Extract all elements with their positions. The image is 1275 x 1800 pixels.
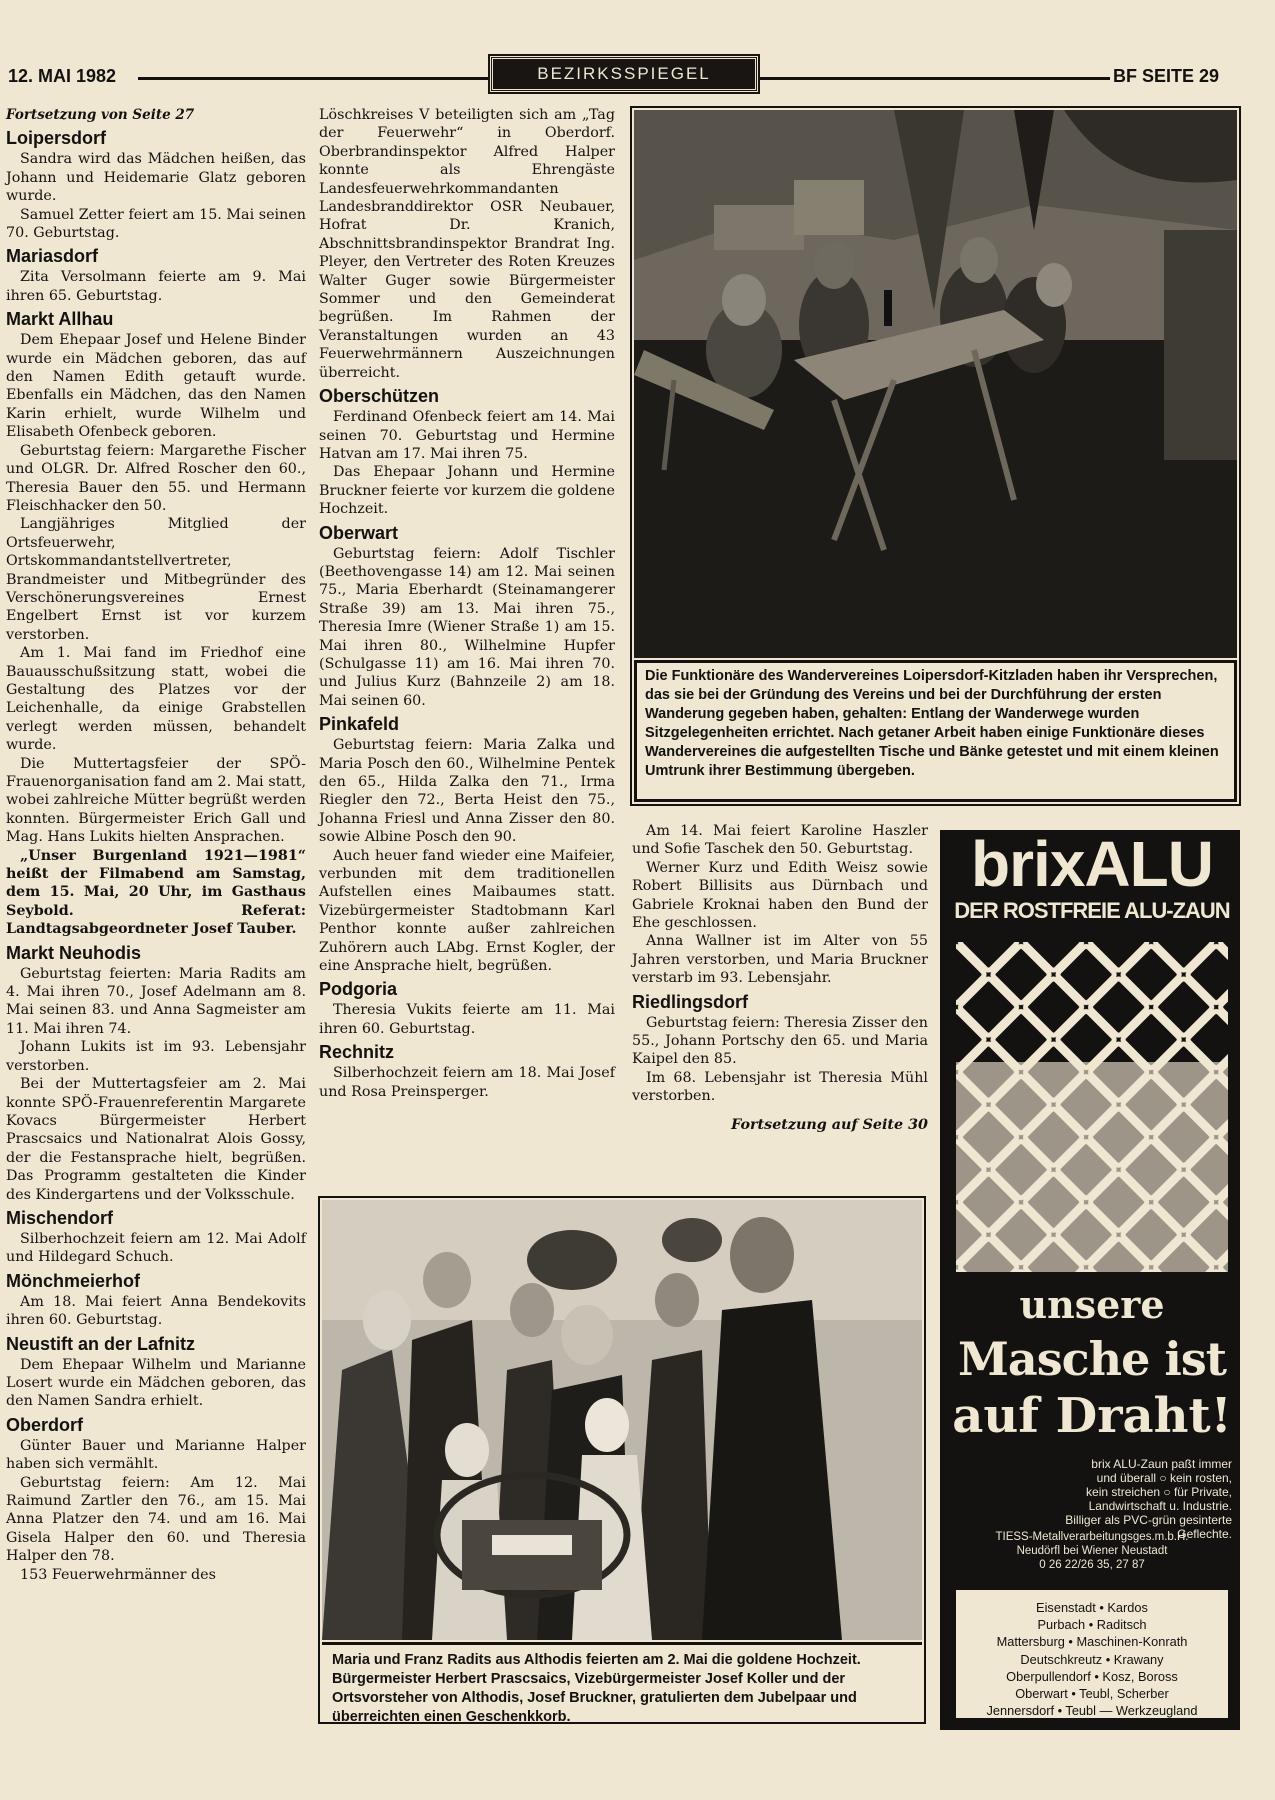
paragraph: Bei der Muttertagsfeier am 2. Mai konnte SPÖ-Frauenreferentin Margarete Kovacs Bürgermeister Herbert Prascsaics und Nationalrat Alois Gossy, der die Festansprache hielt, begrüßen. Das Programm gestalteten die Kinder des Kindergartens und der Volksschule. <box>6 1076 306 1203</box>
dealer-item: Mattersburg • Maschinen-Konrath <box>996 1634 1188 1650</box>
ad-description-line: Billiger als PVC-grün gesinterte Geflechte. <box>1065 1513 1232 1541</box>
paragraph: „Unser Burgenland 1921—1981“ heißt der Filmabend am Samstag, dem 15. Mai, 20 Uhr, im Gasthaus Seybold. Referat: Landtagsabgeordneter Josef Tauber. <box>6 847 306 938</box>
ad-tagline: DER ROSTFREIE ALU-ZAUN <box>954 898 1230 923</box>
column-1 <box>6 106 306 1584</box>
heading-oberschuetzen: Oberschützen <box>319 386 440 407</box>
dealer-item: Purbach • Raditsch <box>1037 1617 1147 1633</box>
heading-riedlingsdorf: Riedlingsdorf <box>632 991 748 1012</box>
paragraph: Sandra wird das Mädchen heißen, das Johann und Heidemarie Glatz geboren wurde. <box>6 151 306 205</box>
paragraph: Silberhochzeit feiern am 18. Mai Josef und Rosa Preinsperger. <box>319 1065 615 1100</box>
paragraph: Dem Ehepaar Josef und Helene Binder wurde ein Mädchen geboren, das auf den Namen Edith getauft wurde. Ebenfalls ein Mädchen, das den Namen Karin erhielt, wurde Wilhelm und Elisabeth Ofenbeck geboren. <box>6 332 306 441</box>
ad-description <box>1032 1457 1232 1541</box>
paragraph: Langjähriges Mitglied der Ortsfeuerwehr, Ortskommandantstellvertreter, Brandmeister und Mitbegründer des Verschönerungsvereines Ernest Engelbert Ernst ist vor kurzem verstorben. <box>6 516 306 643</box>
heading-markt-allhau: Markt Allhau <box>6 309 114 330</box>
paragraph: Samuel Zetter feiert am 15. Mai seinen 70. Geburtstag. <box>6 206 306 242</box>
paragraph: Werner Kurz und Edith Weisz sowie Robert Billisits aus Dürnbach und Gabriele Kroknai haben den Bund der Ehe geschlossen. <box>632 859 928 932</box>
dealer-item: Jennersdorf • Teubl — Werkzeugland <box>986 1703 1198 1719</box>
heading-loipersdorf: Loipersdorf <box>6 128 107 149</box>
ad-brand-logo: brixALU <box>971 828 1213 900</box>
page-number: BF SEITE 29 <box>1113 66 1220 86</box>
heading-pinkafeld: Pinkafeld <box>319 714 400 735</box>
dealer-item: Oberpullendorf • Kosz, Boross <box>1006 1668 1178 1684</box>
photo-caption-golden-wedding: Maria und Franz Radits aus Althodis feierten am 2. Mai die goldene Hochzeit. Bürgermeister Herbert Prascsaics, Vizebürgermeister Josef Koller und der Ortsvorsteher von Althodis, Josef Bruckner, gratulierten dem Jubelpaar und überreichten einen Geschenkkorb. <box>322 1642 922 1720</box>
photo-illustration <box>634 110 1237 658</box>
issue-date: 12. MAI 1982 <box>8 66 117 86</box>
paragraph: Geburtstag feiern: Adolf Tischler (Beethovengasse 14) am 12. Mai seinen 75., Maria Eberhardt (Steinamangerer Straße 39) am 13. Mai ihren 75., Theresia Imre (Wiener Straße 1) am 15. Mai ihren 80., Wilhelmine Hupfer (Schulgasse 11) am 16. Mai ihren 70. und Julius Kurz (Bahnzeile 2) am 18. Mai seinen 60. <box>319 545 615 709</box>
paragraph: Löschkreises V beteiligten sich am „Tag der Feuerwehr“ in Oberdorf. Oberbrandinspektor Alfred Halper konnte als Ehrengäste Landesfeuerwehrkommandanten Landesbranddirektor OSR Neubauer, Hofrat Dr. Kranich, Abschnittsbrandinspektor Brandrat Ing. Pleyer, den Vertreter des Roten Kreuzes Walter Guger sowie Bürgermeister Sommer und den Gemeinderat begrüßen. Im Rahmen der Veranstaltungen wurden an 43 Feuerwehrmännern Auszeichnungen überreicht. <box>319 107 615 381</box>
ad-slogan-line-2: Masche ist <box>958 1332 1226 1386</box>
paragraph: Am 18. Mai feiert Anna Bendekovits ihren 60. Geburtstag. <box>6 1293 306 1329</box>
ad-description-line: und überall ○ kein rosten, <box>1096 1471 1232 1485</box>
paragraph: Anna Wallner ist im Alter von 55 Jahren verstorben, und Maria Bruckner verstarb im 93. Lebensjahr. <box>632 933 928 987</box>
company-name: TIESS-Metallverarbeitungsges.m.b.H. <box>995 1531 1189 1543</box>
paragraph: Geburtstag feiern: Am 12. Mai Raimund Zartler den 76., am 15. Mai Anna Platzer den 74. und am 16. Mai Gisela Halper den 60. und Theresia Halper den 78. <box>6 1474 306 1565</box>
ad-slogan-line-3: auf Draht! <box>952 1388 1232 1444</box>
paragraph: Theresia Vukits feierte am 11. Mai ihren 60. Geburtstag. <box>319 1002 615 1037</box>
brixalu-advertisement <box>940 830 1240 1730</box>
paragraph: Dem Ehepaar Wilhelm und Marianne Losert wurde ein Mädchen geboren, das den Namen Sandra erhielt. <box>6 1356 306 1410</box>
paragraph: Silberhochzeit feiern am 12. Mai Adolf und Hildegard Schuch. <box>6 1230 306 1266</box>
paragraph: Geburtstag feiern: Theresia Zisser den 55., Johann Portschy den 65. und Maria Kaipel den 85. <box>632 1014 928 1068</box>
paragraph: Geburtstag feierten: Maria Radits am 4. Mai ihren 70., Josef Adelmann am 8. Mai seinen 83. und Anna Sagmeister am 11. Mai ihren 74. <box>6 965 306 1037</box>
heading-oberwart: Oberwart <box>319 522 399 543</box>
ad-company-info <box>942 1530 1242 1572</box>
ad-description-line: kein streichen ○ für Private, <box>1086 1485 1232 1499</box>
photo-golden-wedding <box>322 1200 922 1640</box>
paragraph: Im 68. Lebensjahr ist Theresia Mühl verstorben. <box>632 1069 928 1105</box>
heading-podgoria: Podgoria <box>319 979 398 1000</box>
photo-hikers-at-table <box>634 110 1237 658</box>
header-rule-right <box>760 77 1110 80</box>
chain-link-fence-illustration <box>956 942 1228 1272</box>
paragraph: Auch heuer fand wieder eine Maifeier, verbunden mit dem traditionellen Aufstellen eines Maibaumes statt. Vizebürgermeister Stadtobmann Karl Penthor konnte außer zahlreichen Zuhörern auch LAbg. Ernst Kogler, der eine Ansprache hielt, begrüßen. <box>319 847 615 975</box>
heading-mischendorf: Mischendorf <box>6 1207 114 1228</box>
heading-oberdorf: Oberdorf <box>6 1414 84 1435</box>
paragraph: Die Muttertagsfeier der SPÖ-Frauenorganisation fand am 2. Mai statt, wobei zahlreiche Mütter begrüßt werden konnten. Bürgermeister Erich Gall und Mag. Hans Lukits hielten Ansprachen. <box>6 755 306 846</box>
paragraph: Zita Versolmann feierte am 9. Mai ihren 65. Geburtstag. <box>6 269 306 304</box>
heading-moenchmeierhof: Mönchmeierhof <box>6 1270 141 1291</box>
paragraph: Geburtstag feiern: Margarethe Fischer und OLGR. Dr. Alfred Roscher den 60., Theresia Bauer den 55. und Hermann Fleischhacker den 50. <box>6 442 306 514</box>
paragraph: Johann Lukits ist im 93. Lebensjahr verstorben. <box>6 1039 306 1074</box>
paragraph: Günter Bauer und Marianne Halper haben sich vermählt. <box>6 1437 306 1473</box>
paragraph: Ferdinand Ofenbeck feiert am 14. Mai seinen 70. Geburtstag und Hermine Hatvan am 17. Mai ihren 75. <box>319 409 615 462</box>
ad-description-line: Landwirtschaft u. Industrie. <box>1088 1499 1232 1513</box>
ad-description-line: brix ALU-Zaun paßt immer <box>1091 1457 1232 1471</box>
company-phone: 0 26 22/26 35, 27 87 <box>1039 1559 1145 1571</box>
heading-mariasdorf: Mariasdorf <box>6 246 99 267</box>
paragraph: 153 Feuerwehrmänner des <box>20 1566 216 1583</box>
paragraph: Geburtstag feiern: Maria Zalka und Maria Posch den 60., Wilhelmine Pentek den 65., Hilda Zalka den 71., Irma Riegler den 72., Berta Heist den 75., Johanna Friesl und Anna Zisser den 80. sowie Albine Posch den 90. <box>319 737 615 846</box>
paragraph: Am 1. Mai fand im Friedhof eine Bauausschußsitzung statt, wobei die Gestaltung des Platzes vor der Leichenhalle, da einige Grabstellen verlegt werden müssen, behandelt wurde. <box>6 645 306 754</box>
paragraph: Am 14. Mai feiert Karoline Haszler und Sofie Taschek den 50. Geburtstag. <box>632 823 928 858</box>
dealer-item: Deutschkreutz • Krawany <box>1020 1651 1164 1667</box>
dealer-item: Oberwart • Teubl, Scherber <box>1015 1686 1169 1702</box>
photo-illustration <box>322 1200 922 1640</box>
column-2 <box>319 106 615 1101</box>
continued-on-note: Fortsetzung auf Seite 30 <box>731 1116 928 1133</box>
heading-neustift: Neustift an der Lafnitz <box>6 1333 196 1354</box>
continued-from-note: Fortsetzung von Seite 27 <box>6 107 195 123</box>
heading-rechnitz: Rechnitz <box>319 1042 395 1063</box>
section-title: BEZIRKSSPIEGEL <box>490 56 758 92</box>
heading-markt-neuhodis: Markt Neuhodis <box>6 942 142 963</box>
column-3 <box>632 822 928 1134</box>
company-location: Neudörfl bei Wiener Neustadt <box>1016 1545 1168 1557</box>
paragraph: Das Ehepaar Johann und Hermine Bruckner feierte vor kurzem die goldene Hochzeit. <box>319 464 615 518</box>
photo-caption-hikers: Die Funktionäre des Wandervereines Loipersdorf-Kitzladen haben ihr Versprechen, das sie bei der Gründung des Vereins und bei der Durchführung der ersten Wanderung gegeben haben, gehalten: Entlang der Wanderwege wurden Sitzgelegenheiten errichtet. Nach getaner Arbeit haben einige Funktionäre dieses Wandervereines die aufgestellten Tische und Bänke getestet und mit einem kleinen Umtrunk ihrer Bestimmung übergeben. <box>634 660 1237 802</box>
dealer-item: Eisenstadt • Kardos <box>1036 1600 1148 1615</box>
header-rule-left <box>138 77 488 80</box>
dealer-list <box>956 1590 1228 1718</box>
ad-slogan-line-1: unsere <box>1019 1282 1165 1327</box>
